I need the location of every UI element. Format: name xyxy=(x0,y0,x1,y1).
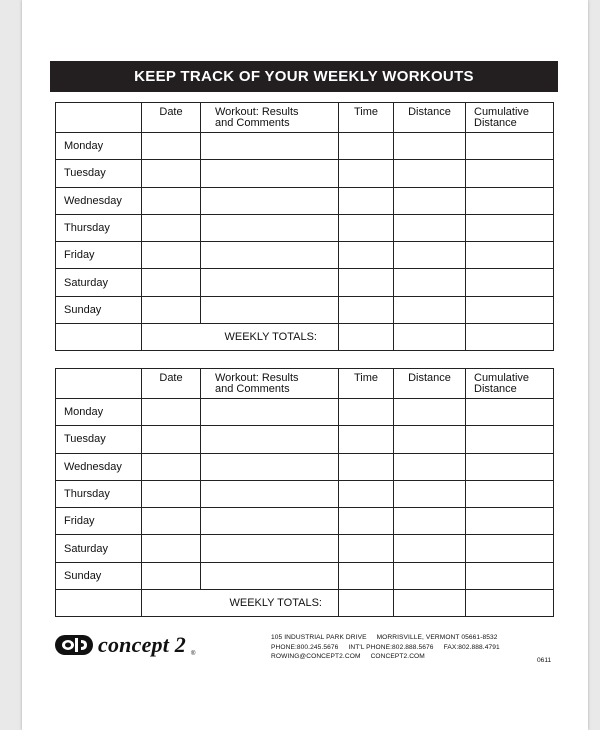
website: CONCEPT2.COM xyxy=(370,653,425,660)
intl-phone: INT'L PHONE:802.888.5676 xyxy=(348,643,434,651)
distance-cell[interactable] xyxy=(394,214,466,241)
day-label: Wednesday xyxy=(56,453,142,480)
totals-row xyxy=(56,590,554,617)
cumulative-cell[interactable] xyxy=(466,508,554,535)
time-cell[interactable] xyxy=(339,426,394,453)
table-row xyxy=(56,296,554,323)
email: ROWING@CONCEPT2.COM xyxy=(271,653,361,660)
distance-cell[interactable] xyxy=(394,508,466,535)
time-cell[interactable] xyxy=(339,562,394,589)
day-label: Tuesday xyxy=(56,426,142,453)
header-row xyxy=(56,103,554,133)
time-cell[interactable] xyxy=(339,269,394,296)
distance-cell[interactable] xyxy=(394,242,466,269)
day-label: Monday xyxy=(56,399,142,426)
blank-header-cell xyxy=(56,103,142,133)
registered-mark: ® xyxy=(190,651,196,657)
workout-cell[interactable] xyxy=(201,453,339,480)
date-cell[interactable] xyxy=(142,508,201,535)
cumulative-cell[interactable] xyxy=(466,187,554,214)
brand-name: concept 2 xyxy=(98,632,186,657)
date-cell[interactable] xyxy=(142,535,201,562)
day-label: Saturday xyxy=(56,269,142,296)
cumulative-cell[interactable] xyxy=(466,160,554,187)
cumulative-cell[interactable] xyxy=(466,480,554,507)
cumulative-cell[interactable] xyxy=(466,296,554,323)
day-label: Friday xyxy=(56,508,142,535)
total-time-cell[interactable] xyxy=(339,590,394,617)
cumulative-cell[interactable] xyxy=(466,535,554,562)
distance-cell[interactable] xyxy=(394,535,466,562)
time-cell[interactable] xyxy=(339,508,394,535)
cumulative-cell[interactable] xyxy=(466,453,554,480)
date-cell[interactable] xyxy=(142,296,201,323)
workout-cell[interactable] xyxy=(201,508,339,535)
total-cumulative-cell[interactable] xyxy=(466,324,554,351)
date-cell[interactable] xyxy=(142,453,201,480)
table-row xyxy=(56,214,554,241)
time-cell[interactable] xyxy=(339,296,394,323)
time-cell[interactable] xyxy=(339,535,394,562)
blank-cell xyxy=(56,590,142,617)
table-row xyxy=(56,160,554,187)
date-cell[interactable] xyxy=(142,242,201,269)
phone: PHONE:800.245.5676 xyxy=(271,643,339,651)
cumulative-cell[interactable] xyxy=(466,214,554,241)
date-cell[interactable] xyxy=(142,426,201,453)
workout-cell[interactable] xyxy=(201,296,339,323)
column-header-cumulative: Cumulative Distance xyxy=(466,369,554,399)
workout-cell[interactable] xyxy=(201,187,339,214)
column-header-workout: Workout: Results and Comments xyxy=(201,369,339,399)
concept2-logo xyxy=(55,633,262,657)
day-label: Sunday xyxy=(56,296,142,323)
workout-cell[interactable] xyxy=(201,242,339,269)
date-cell[interactable] xyxy=(142,399,201,426)
weekly-totals-label: WEEKLY TOTALS: xyxy=(142,590,339,617)
workout-cell[interactable] xyxy=(201,269,339,296)
cumulative-cell[interactable] xyxy=(466,399,554,426)
column-header-distance: Distance xyxy=(394,369,466,399)
document-page xyxy=(22,0,588,730)
cumulative-cell[interactable] xyxy=(466,426,554,453)
date-cell[interactable] xyxy=(142,133,201,160)
document-code: 0611 xyxy=(537,657,552,664)
table-row xyxy=(56,508,554,535)
time-cell[interactable] xyxy=(339,187,394,214)
distance-cell[interactable] xyxy=(394,480,466,507)
table-row xyxy=(56,242,554,269)
column-header-time: Time xyxy=(339,369,394,399)
workout-cell[interactable] xyxy=(201,426,339,453)
total-distance-cell[interactable] xyxy=(394,324,466,351)
table-row xyxy=(56,187,554,214)
time-cell[interactable] xyxy=(339,214,394,241)
page-title: KEEP TRACK OF YOUR WEEKLY WORKOUTS xyxy=(50,61,558,92)
column-header-workout: Workout: Results and Comments xyxy=(201,103,339,133)
fax: FAX:802.888.4791 xyxy=(443,643,500,651)
workout-cell[interactable] xyxy=(201,535,339,562)
date-cell[interactable] xyxy=(142,269,201,296)
street-address: 105 INDUSTRIAL PARK DRIVE xyxy=(271,634,367,641)
distance-cell[interactable] xyxy=(394,160,466,187)
workout-cell[interactable] xyxy=(201,133,339,160)
blank-cell xyxy=(56,324,142,351)
table-row xyxy=(56,133,554,160)
day-label: Thursday xyxy=(56,480,142,507)
concept2-logo-mark-icon xyxy=(55,634,93,656)
workout-log-table-week-1 xyxy=(55,102,554,351)
distance-cell[interactable] xyxy=(394,453,466,480)
distance-cell[interactable] xyxy=(394,269,466,296)
table-row xyxy=(56,426,554,453)
blank-header-cell xyxy=(56,369,142,399)
distance-cell[interactable] xyxy=(394,133,466,160)
table-row xyxy=(56,535,554,562)
table-row xyxy=(56,480,554,507)
workout-cell[interactable] xyxy=(201,562,339,589)
weekly-totals-label: WEEKLY TOTALS: xyxy=(142,324,339,351)
day-label: Monday xyxy=(56,133,142,160)
date-cell[interactable] xyxy=(142,187,201,214)
time-cell[interactable] xyxy=(339,480,394,507)
time-cell[interactable] xyxy=(339,242,394,269)
workout-cell[interactable] xyxy=(201,214,339,241)
day-label: Thursday xyxy=(56,214,142,241)
total-distance-cell[interactable] xyxy=(394,590,466,617)
cumulative-cell[interactable] xyxy=(466,269,554,296)
distance-cell[interactable] xyxy=(394,399,466,426)
total-time-cell[interactable] xyxy=(339,324,394,351)
table-row xyxy=(56,562,554,589)
total-cumulative-cell[interactable] xyxy=(466,590,554,617)
table-row xyxy=(56,269,554,296)
day-label: Tuesday xyxy=(56,160,142,187)
cumulative-cell[interactable] xyxy=(466,562,554,589)
day-label: Wednesday xyxy=(56,187,142,214)
column-header-time: Time xyxy=(339,103,394,133)
column-header-cumulative: Cumulative Distance xyxy=(466,103,554,133)
header-row xyxy=(56,369,554,399)
column-header-date: Date xyxy=(142,103,201,133)
time-cell[interactable] xyxy=(339,399,394,426)
cumulative-cell[interactable] xyxy=(466,133,554,160)
day-label: Saturday xyxy=(56,535,142,562)
contact-info xyxy=(271,633,571,662)
distance-cell[interactable] xyxy=(394,187,466,214)
date-cell[interactable] xyxy=(142,160,201,187)
time-cell[interactable] xyxy=(339,453,394,480)
distance-cell[interactable] xyxy=(394,562,466,589)
table-row xyxy=(56,453,554,480)
date-cell[interactable] xyxy=(142,480,201,507)
workout-cell[interactable] xyxy=(201,160,339,187)
distance-cell[interactable] xyxy=(394,426,466,453)
table-row xyxy=(56,399,554,426)
column-header-date: Date xyxy=(142,369,201,399)
day-label: Friday xyxy=(56,242,142,269)
column-header-distance: Distance xyxy=(394,103,466,133)
workout-cell[interactable] xyxy=(201,399,339,426)
totals-row xyxy=(56,324,554,351)
workout-log-table-week-2 xyxy=(55,368,554,617)
distance-cell[interactable] xyxy=(394,296,466,323)
time-cell[interactable] xyxy=(339,133,394,160)
date-cell[interactable] xyxy=(142,214,201,241)
workout-cell[interactable] xyxy=(201,480,339,507)
date-cell[interactable] xyxy=(142,562,201,589)
time-cell[interactable] xyxy=(339,160,394,187)
day-label: Sunday xyxy=(56,562,142,589)
city-address: MORRISVILLE, VERMONT 05661-8532 xyxy=(376,634,498,641)
cumulative-cell[interactable] xyxy=(466,242,554,269)
